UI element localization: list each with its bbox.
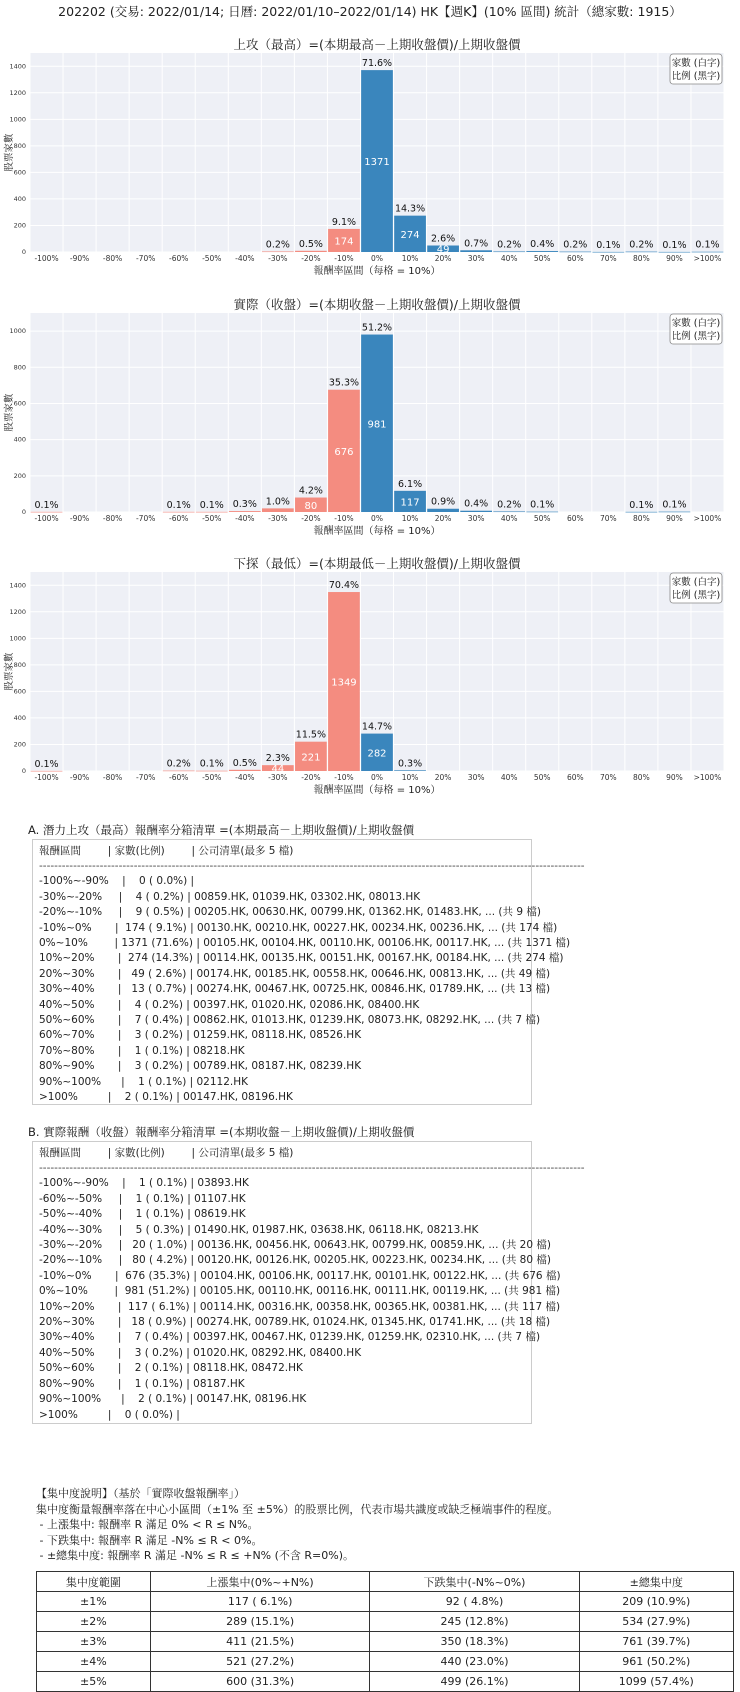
bar-percent-label: 0.2% [563, 239, 588, 251]
bar [526, 251, 558, 252]
bar-percent-label: 0.1% [199, 499, 224, 511]
x-tick-label: -60% [169, 254, 189, 263]
bar-percent-label: 0.5% [232, 757, 257, 769]
bar [196, 512, 228, 513]
list-item: -20%~-10% | 9 ( 0.5%) | 00205.HK, 00630.HK, 00799.HK, 01362.HK, 01483.HK, ... (共 9 檔) [39, 906, 541, 919]
legend-entry: 家數 (白字) [671, 577, 721, 588]
bar-percent-label: 6.1% [397, 478, 423, 490]
bar-percent-label: 0.7% [464, 238, 489, 250]
table-row [37, 1652, 734, 1672]
x-tick-label: -70% [135, 514, 156, 523]
table-cell: ±5% [37, 1672, 151, 1692]
x-tick-label: -60% [169, 514, 189, 523]
list-item: 90%~100% | 1 ( 0.1%) | 02112.HK [39, 1075, 249, 1088]
bar-percent-label: 0.4% [530, 239, 555, 251]
x-tick-label: 50% [533, 514, 551, 523]
x-tick-label: 90% [666, 514, 683, 523]
table-cell: ±3% [37, 1632, 151, 1652]
bar-percent-label: 35.3% [328, 377, 360, 389]
table-cell: ±4% [37, 1652, 151, 1672]
bar [295, 251, 327, 252]
bar [262, 508, 294, 512]
x-tick-label: 40% [500, 773, 518, 782]
table-cell: 499 (26.1%) [370, 1672, 579, 1692]
section-a-title: A. 潛力上攻（最高）報酬率分箱清單 =(本期最高－上期收盤價)/上期收盤價 [28, 823, 415, 837]
bar-percent-label: 0.2% [497, 239, 522, 251]
chart-title: 下探（最低）=(本期最低－上期收盤價)/上期收盤價 [233, 556, 521, 571]
x-tick-label: -90% [69, 254, 90, 263]
x-tick-label: -90% [69, 773, 90, 782]
bar [493, 251, 525, 252]
bar [626, 512, 658, 513]
y-tick-label: 200 [13, 740, 26, 749]
y-axis-label: 股票家數 [4, 393, 15, 432]
table-cell: 117 ( 6.1%) [150, 1592, 370, 1612]
x-tick-label: 70% [599, 514, 617, 523]
legend-entry: 比例 (黑字) [671, 71, 721, 82]
x-tick-label: 0% [371, 514, 383, 523]
bar [559, 252, 591, 253]
bar [493, 511, 525, 512]
x-tick-label: -90% [69, 514, 90, 523]
x-tick-label: 10% [401, 514, 419, 523]
x-tick-label: 90% [666, 773, 683, 782]
x-tick-label: 30% [467, 254, 485, 263]
bar-percent-label: 4.2% [298, 485, 323, 497]
bar [460, 250, 492, 252]
bar-percent-label: 0.4% [464, 498, 489, 510]
bar [262, 251, 294, 252]
x-tick-label: -20% [301, 773, 321, 782]
bar [427, 509, 459, 512]
table-cell: 411 (21.5%) [150, 1632, 370, 1652]
list-item: 20%~30% | 18 ( 0.9%) | 00274.HK, 00789.HK, 01024.HK, 01345.HK, 01741.HK, ... (共 18 檔) [39, 1316, 551, 1329]
list-item: 80%~90% | 3 ( 0.2%) | 00789.HK, 08187.HK, 08239.HK [39, 1060, 362, 1073]
bar-percent-label: 0.1% [629, 499, 654, 511]
list-item: -100%~-90% | 1 ( 0.1%) | 03893.HK [39, 1177, 249, 1190]
chart-title: 上攻（最高）=(本期最高－上期收盤價)/上期收盤價 [233, 37, 521, 52]
y-tick-label: 0 [21, 767, 26, 775]
bar-percent-label: 0.2% [265, 239, 290, 251]
y-tick-label: 800 [13, 141, 26, 150]
bar-percent-label: 0.3% [232, 499, 257, 511]
list-item: 40%~50% | 4 ( 0.2%) | 00397.HK, 01020.HK, 02086.HK, 08400.HK [39, 998, 420, 1011]
list-item: -100%~-90% | 0 ( 0.0%) | [39, 875, 195, 888]
note-line: 【集中度說明】（基於「實際收盤報酬率」） [36, 1487, 245, 1500]
bar-count-label: 274 [400, 229, 420, 241]
legend-entry: 比例 (黑字) [671, 331, 721, 342]
table-cell: ±2% [37, 1612, 151, 1632]
y-tick-label: 400 [13, 713, 26, 722]
x-tick-label: 20% [434, 514, 452, 523]
bar-percent-label: 1.0% [265, 496, 290, 508]
y-tick-label: 800 [13, 660, 26, 669]
bar [659, 252, 691, 253]
bar-count-label: 80 [304, 500, 318, 512]
bar-percent-label: 71.6% [361, 58, 393, 70]
bar-percent-label: 0.2% [497, 499, 522, 511]
x-tick-label: 80% [633, 773, 650, 782]
bar [659, 512, 691, 513]
bar-count-label: 117 [400, 497, 420, 509]
table-cell: 209 (10.9%) [579, 1592, 733, 1612]
bar-percent-label: 2.6% [431, 233, 456, 245]
x-tick-label: 60% [566, 514, 584, 523]
y-tick-label: 600 [13, 687, 26, 696]
x-tick-label: -30% [268, 773, 288, 782]
x-tick-label: -40% [235, 254, 255, 263]
bar [163, 512, 195, 513]
x-axis-label: 報酬率區間（每格 = 10%） [313, 785, 441, 796]
bar [229, 770, 261, 771]
x-tick-label: 80% [633, 254, 650, 263]
bar-count-label: 44 [271, 764, 285, 776]
table-header-cell: 上漲集中(0%~+N%) [150, 1572, 370, 1592]
x-tick-label: -100% [34, 514, 59, 523]
bar-count-label: 49 [436, 244, 450, 256]
y-tick-label: 0 [21, 508, 26, 516]
x-tick-label: -30% [268, 514, 288, 523]
list-item: -50%~-40% | 1 ( 0.1%) | 08619.HK [39, 1208, 246, 1221]
x-tick-label: -60% [169, 773, 189, 782]
x-tick-label: 0% [371, 254, 383, 263]
x-tick-label: -50% [202, 773, 222, 782]
x-tick-label: -40% [235, 773, 255, 782]
list-item: 10%~20% | 117 ( 6.1%) | 00114.HK, 00316.HK, 00358.HK, 00365.HK, 00381.HK, ... (共 117 檔) [39, 1300, 561, 1313]
bar-percent-label: 0.1% [695, 239, 720, 251]
list-item: 90%~100% | 2 ( 0.1%) | 00147.HK, 08196.HK [39, 1393, 307, 1406]
bar [526, 512, 558, 513]
section-b-header: 報酬區間 | 家數(比例) | 公司清單(最多 5 檔) [39, 1147, 294, 1159]
bar-percent-label: 0.1% [166, 499, 191, 511]
x-tick-label: 30% [467, 773, 485, 782]
list-item: 50%~60% | 7 ( 0.4%) | 00862.HK, 01013.HK, 01239.HK, 08073.HK, 08292.HK, ... (共 7 檔) [39, 1014, 541, 1027]
table-header-row [37, 1572, 734, 1592]
bar-percent-label: 14.7% [361, 721, 393, 733]
bar-percent-label: 0.1% [530, 499, 555, 511]
list-item: 0%~10% | 981 (51.2%) | 00105.HK, 00110.HK, 00116.HK, 00111.HK, 00119.HK, ... (共 981 檔) [39, 1285, 561, 1298]
bar-percent-label: 0.5% [298, 238, 323, 250]
x-tick-label: 0% [371, 773, 383, 782]
bar-percent-label: 0.9% [431, 496, 456, 508]
x-tick-label: 40% [500, 254, 518, 263]
y-tick-label: 200 [13, 221, 26, 230]
x-tick-label: -80% [102, 254, 123, 263]
bar-percent-label: 0.1% [596, 239, 621, 251]
bar-count-label: 981 [367, 419, 387, 431]
list-item: >100% | 0 ( 0.0%) | [39, 1408, 180, 1421]
x-tick-label: -20% [301, 254, 321, 263]
y-tick-label: 200 [13, 471, 26, 480]
note-line: - 下跌集中: 報酬率 R 滿足 -N% ≤ R < 0%。 [36, 1533, 263, 1547]
bar-percent-label: 0.2% [629, 239, 654, 251]
y-tick-label: 1200 [9, 607, 26, 616]
list-item: 20%~30% | 49 ( 2.6%) | 00174.HK, 00185.HK, 00558.HK, 00646.HK, 00813.HK, ... (共 49 檔) [39, 967, 551, 980]
table-cell: 534 (27.9%) [579, 1612, 733, 1632]
table-header-cell: ±總集中度 [579, 1572, 733, 1592]
bar [692, 252, 724, 253]
x-tick-label: -50% [202, 514, 222, 523]
bar-count-label: 221 [301, 752, 321, 764]
x-tick-label: 20% [434, 773, 452, 782]
list-item: -60%~-50% | 1 ( 0.1%) | 01107.HK [39, 1192, 246, 1205]
list-item: 30%~40% | 7 ( 0.4%) | 00397.HK, 00467.HK, 01239.HK, 01259.HK, 02310.HK, ... (共 7 檔) [39, 1331, 541, 1344]
list-item: 0%~10% | 1371 (71.6%) | 00105.HK, 00104.HK, 00110.HK, 00106.HK, 00117.HK, ... (共 1371 檔) [39, 937, 571, 950]
list-item: -40%~-30% | 5 ( 0.3%) | 01490.HK, 01987.HK, 03638.HK, 06118.HK, 08213.HK [39, 1223, 479, 1236]
x-tick-label: 10% [401, 254, 419, 263]
note-line: - 上漲集中: 報酬率 R 滿足 0% < R ≤ N%。 [36, 1518, 259, 1532]
x-tick-label: -100% [34, 254, 59, 263]
list-item: -20%~-10% | 80 ( 4.2%) | 00120.HK, 00126.HK, 00205.HK, 00223.HK, 00234.HK, ... (共 80 檔) [39, 1254, 551, 1267]
list-item: 40%~50% | 3 ( 0.2%) | 01020.HK, 08292.HK, 08400.HK [39, 1346, 362, 1359]
y-tick-label: 1400 [9, 581, 26, 590]
concentration-note [36, 1486, 558, 1564]
table-cell: 245 (12.8%) [370, 1612, 579, 1632]
y-tick-label: 1000 [9, 634, 26, 643]
list-item: 70%~80% | 1 ( 0.1%) | 08218.HK [39, 1044, 245, 1057]
section-a-list [32, 839, 585, 1105]
x-tick-label: -80% [102, 773, 123, 782]
bar-count-label: 282 [367, 748, 387, 760]
list-item: -10%~0% | 676 (35.3%) | 00104.HK, 00106.HK, 00117.HK, 00101.HK, 00122.HK, ... (共 676 檔) [39, 1269, 561, 1282]
bar-count-label: 1349 [331, 677, 357, 689]
y-tick-label: 600 [13, 168, 26, 177]
list-item: 10%~20% | 274 (14.3%) | 00114.HK, 00135.HK, 00151.HK, 00167.HK, 00184.HK, ... (共 274 檔) [39, 952, 564, 965]
x-tick-label: >100% [693, 514, 722, 523]
list-item: 50%~60% | 2 ( 0.1%) | 08118.HK, 08472.HK [39, 1362, 303, 1375]
table-row [37, 1672, 734, 1692]
section-b-list [32, 1141, 585, 1424]
y-tick-label: 1000 [9, 327, 26, 336]
y-tick-label: 800 [13, 363, 26, 372]
bar-percent-label: 0.3% [397, 758, 423, 770]
table-cell: 600 (31.3%) [150, 1672, 370, 1692]
bar-percent-label: 0.1% [34, 758, 59, 770]
chart-upper-attack [0, 38, 740, 288]
bar-count-label: 174 [334, 236, 354, 248]
x-tick-label: -80% [102, 514, 123, 523]
table-cell: 350 (18.3%) [370, 1632, 579, 1652]
x-tick-label: 50% [533, 773, 551, 782]
y-axis-label: 股票家數 [4, 652, 15, 691]
note-line: - ±總集中度: 報酬率 R 滿足 -N% ≤ R ≤ +N% (不含 R=0%)。 [36, 1549, 355, 1563]
table-cell: 440 (23.0%) [370, 1652, 579, 1672]
section-b-title: B. 實際報酬（收盤）報酬率分箱清單 =(本期收盤－上期收盤價)/上期收盤價 [28, 1125, 415, 1139]
x-tick-label: 10% [401, 773, 419, 782]
x-tick-label: 60% [566, 254, 584, 263]
table-cell: 1099 (57.4%) [579, 1672, 733, 1692]
y-tick-label: 1200 [9, 88, 26, 97]
table-cell: 289 (15.1%) [150, 1612, 370, 1632]
bar-percent-label: 51.2% [361, 322, 393, 334]
legend-entry: 家數 (白字) [671, 318, 721, 329]
legend-entry: 家數 (白字) [671, 58, 721, 69]
bar [163, 771, 195, 772]
y-tick-label: 0 [21, 248, 26, 256]
x-tick-label: 20% [434, 254, 452, 263]
table-cell: 961 (50.2%) [579, 1652, 733, 1672]
y-tick-label: 1400 [9, 62, 26, 71]
x-axis-label: 報酬率區間（每格 = 10%） [313, 266, 441, 277]
table-row [37, 1592, 734, 1612]
bar-percent-label: 0.1% [662, 499, 687, 511]
x-tick-label: -10% [334, 514, 354, 523]
chart-lower-probe [0, 557, 740, 807]
bar [394, 770, 426, 771]
x-tick-label: 70% [599, 254, 617, 263]
chart-title: 實際（收盤）=(本期收盤－上期收盤價)/上期收盤價 [233, 297, 521, 312]
bar-percent-label: 0.2% [166, 758, 191, 770]
x-tick-label: -50% [202, 254, 222, 263]
bar-percent-label: 2.3% [265, 753, 290, 765]
y-tick-label: 600 [13, 399, 26, 408]
section-a-header: 報酬區間 | 家數(比例) | 公司清單(最多 5 檔) [39, 845, 294, 857]
list-item: -30%~-20% | 20 ( 1.0%) | 00136.HK, 00456.HK, 00643.HK, 00799.HK, 00859.HK, ... (共 20 檔) [39, 1239, 551, 1252]
bar-percent-label: 0.1% [34, 499, 59, 511]
table-cell: 92 ( 4.8%) [370, 1592, 579, 1612]
x-tick-label: 50% [533, 254, 551, 263]
x-tick-label: -20% [301, 514, 321, 523]
table-row [37, 1632, 734, 1652]
y-tick-label: 400 [13, 194, 26, 203]
section-a-divider: ------------------------------------------------------------------------------------------------------------------------------------------------ [39, 860, 585, 873]
table-cell: ±1% [37, 1592, 151, 1612]
x-tick-label: 40% [500, 514, 518, 523]
list-item: >100% | 2 ( 0.1%) | 00147.HK, 08196.HK [39, 1091, 293, 1104]
x-axis-label: 報酬率區間（每格 = 10%） [313, 526, 441, 537]
table-cell: 761 (39.7%) [579, 1632, 733, 1652]
bar-count-label: 1371 [364, 157, 390, 169]
chart-actual-close [0, 298, 740, 548]
concentration-table [36, 1571, 734, 1692]
x-tick-label: -40% [235, 514, 255, 523]
bar-percent-label: 0.1% [662, 239, 687, 251]
table-row [37, 1612, 734, 1632]
bar-percent-label: 11.5% [295, 729, 326, 741]
bar [31, 512, 63, 513]
x-tick-label: 60% [566, 773, 584, 782]
list-item: 60%~70% | 3 ( 0.2%) | 01259.HK, 08118.HK, 08526.HK [39, 1029, 362, 1042]
x-tick-label: 70% [599, 773, 617, 782]
x-tick-label: >100% [693, 254, 722, 263]
bar-count-label: 676 [334, 446, 354, 458]
bar [196, 771, 228, 772]
x-tick-label: -10% [334, 254, 354, 263]
bar [229, 511, 261, 512]
table-header-cell: 下跌集中(-N%~0%) [370, 1572, 579, 1592]
x-tick-label: 30% [467, 514, 485, 523]
y-axis-label: 股票家數 [4, 133, 15, 172]
page-title: 202202 (交易: 2022/01/14; 日曆: 2022/01/10–2022/01/14) HK【週K】(10% 區間) 統計（總家數: 1915） [58, 4, 682, 19]
bar [626, 252, 658, 253]
x-tick-label: 90% [666, 254, 683, 263]
x-tick-label: -70% [135, 773, 156, 782]
bar [592, 252, 624, 253]
x-tick-label: -30% [268, 254, 288, 263]
bar-percent-label: 9.1% [331, 216, 357, 228]
note-line: 集中度衡量報酬率落在中心小區間（±1% 至 ±5%）的股票比例，代表市場共識度或缺乏極端事件的程度。 [36, 1502, 559, 1516]
bar [31, 771, 63, 772]
bar [460, 511, 492, 512]
table-cell: 521 (27.2%) [150, 1652, 370, 1672]
x-tick-label: -100% [34, 773, 59, 782]
y-tick-label: 1000 [9, 115, 26, 124]
list-item: 80%~90% | 1 ( 0.1%) | 08187.HK [39, 1377, 245, 1390]
legend-entry: 比例 (黑字) [671, 590, 721, 601]
bar-percent-label: 0.1% [199, 758, 224, 770]
bar-percent-label: 14.3% [394, 203, 426, 215]
bar-percent-label: 70.4% [328, 580, 360, 592]
x-tick-label: >100% [693, 773, 722, 782]
y-tick-label: 400 [13, 435, 26, 444]
list-item: 30%~40% | 13 ( 0.7%) | 00274.HK, 00467.HK, 00725.HK, 00846.HK, 01789.HK, ... (共 13 檔) [39, 983, 551, 996]
list-item: -10%~0% | 174 ( 9.1%) | 00130.HK, 00210.HK, 00227.HK, 00234.HK, 00236.HK, ... (共 174 檔) [39, 921, 558, 934]
x-tick-label: -70% [135, 254, 156, 263]
x-tick-label: 80% [633, 514, 650, 523]
section-b-divider: ------------------------------------------------------------------------------------------------------------------------------------------------ [39, 1162, 585, 1175]
list-item: -30%~-20% | 4 ( 0.2%) | 00859.HK, 01039.HK, 03302.HK, 08013.HK [39, 890, 421, 903]
x-tick-label: -10% [334, 773, 354, 782]
table-header-cell: 集中度範圍 [37, 1572, 151, 1592]
